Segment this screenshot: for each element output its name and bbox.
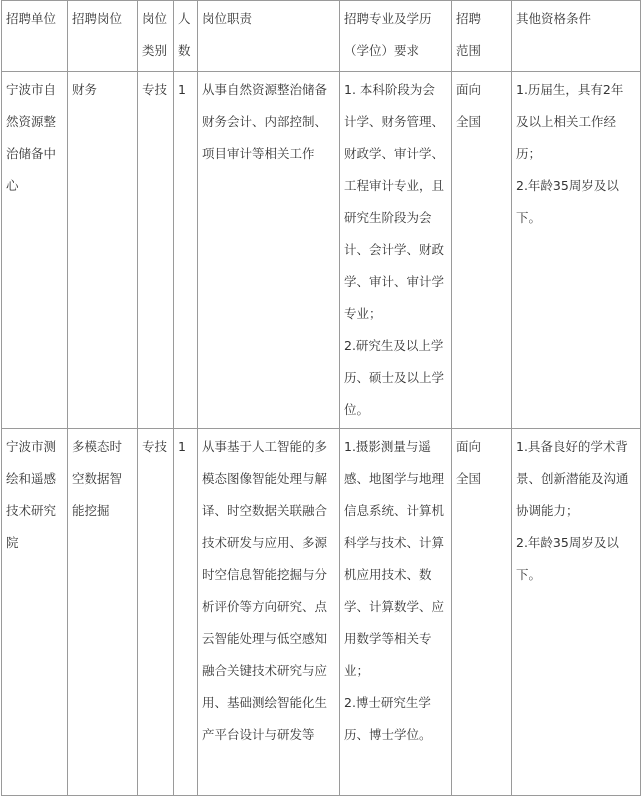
text-line: 全国: [456, 114, 482, 129]
cell-unit: [2, 429, 68, 796]
text-line: 译、时空数据关联融合: [202, 503, 328, 518]
text-line: 多模态时: [72, 439, 123, 454]
cell-duties: [198, 72, 340, 429]
header-other: [512, 1, 641, 72]
text-line: 类别: [142, 43, 168, 58]
table-row: [2, 429, 641, 796]
text-line: 景、创新潜能及沟通: [516, 471, 629, 486]
text-line: 范围: [456, 43, 482, 58]
text-line: 招聘单位: [6, 11, 57, 26]
text-line: 项目审计等相关工作: [202, 146, 315, 161]
text-line: 科学与技术、计算: [344, 535, 445, 550]
text-line: 其他资格条件: [516, 11, 592, 26]
text-line: 空数据智: [72, 471, 123, 486]
text-line: 岗位职责: [202, 11, 253, 26]
recruitment-table: [1, 0, 641, 796]
cell-other: [512, 72, 641, 429]
text-line: 人: [178, 11, 191, 26]
text-line: 位。: [344, 402, 370, 417]
text-line: 信息系统、计算机: [344, 503, 445, 518]
text-line: 及以上相关工作经: [516, 114, 617, 129]
header-category: [138, 1, 174, 72]
text-line: 治储备中: [6, 146, 57, 161]
cell-unit: [2, 72, 68, 429]
text-line: 招聘: [456, 11, 482, 26]
text-line: 业；: [344, 663, 370, 678]
text-line: 专业；: [344, 306, 382, 321]
text-line: 历、博士学位。: [344, 727, 432, 742]
text-line: 机应用技术、数: [344, 567, 432, 582]
text-line: 学、计算数学、应: [344, 599, 445, 614]
text-line: 从事自然资源整治储备: [202, 82, 328, 97]
text-line: 数: [178, 43, 191, 58]
text-line: 2.博士研究生学: [344, 695, 431, 710]
text-line: 绘和遥感: [6, 471, 57, 486]
text-line: 面向: [456, 439, 482, 454]
text-line: 技术研发与应用、多源: [202, 535, 328, 550]
text-line: 1: [178, 439, 186, 454]
cell-scope: [452, 72, 512, 429]
text-line: 历、硕士及以上学: [344, 370, 445, 385]
text-line: 宁波市测: [6, 439, 57, 454]
text-line: 下。: [516, 567, 542, 582]
text-line: 协调能力；: [516, 503, 579, 518]
text-line: 融合关键技术研究与应: [202, 663, 328, 678]
text-line: 1: [178, 82, 186, 97]
text-line: 技术研究: [6, 503, 57, 518]
text-line: 感、地图学与地理: [344, 471, 445, 486]
header-row: [2, 1, 641, 72]
text-line: 全国: [456, 471, 482, 486]
text-line: 2.研究生及以上学: [344, 338, 444, 353]
cell-scope: [452, 429, 512, 796]
text-line: 2.年龄35周岁及以: [516, 178, 619, 193]
cell-category: [138, 72, 174, 429]
text-line: 用数学等相关专: [344, 631, 432, 646]
text-line: 研究生阶段为会: [344, 210, 432, 225]
text-line: 学、审计、审计学: [344, 274, 445, 289]
cell-major: [340, 72, 452, 429]
text-line: 院: [6, 535, 19, 550]
text-line: （学位）要求: [344, 43, 420, 58]
cell-position: [68, 72, 138, 429]
header-major: [340, 1, 452, 72]
text-line: 财务会计、内部控制、: [202, 114, 328, 129]
header-position: [68, 1, 138, 72]
text-line: 1.摄影测量与遥: [344, 439, 431, 454]
cell-count: [174, 72, 198, 429]
text-line: 时空信息智能挖掘与分: [202, 567, 328, 582]
text-line: 模态图像智能处理与解: [202, 471, 328, 486]
cell-count: [174, 429, 198, 796]
cell-duties: [198, 429, 340, 796]
text-line: 招聘专业及学历: [344, 11, 432, 26]
text-line: 产平台设计与研发等: [202, 727, 315, 742]
cell-position: [68, 429, 138, 796]
text-line: 财政学、审计学、: [344, 146, 445, 161]
table-row: [2, 72, 641, 429]
cell-other: [512, 429, 641, 796]
text-line: 从事基于人工智能的多: [202, 439, 328, 454]
header-scope: [452, 1, 512, 72]
text-line: 工程审计专业，且: [344, 178, 445, 193]
text-line: 2.年龄35周岁及以: [516, 535, 619, 550]
header-unit: [2, 1, 68, 72]
text-line: 专技: [142, 439, 168, 454]
cell-category: [138, 429, 174, 796]
text-line: 招聘岗位: [72, 11, 123, 26]
text-line: 用、基础测绘智能化生: [202, 695, 328, 710]
text-line: 专技: [142, 82, 168, 97]
text-line: 面向: [456, 82, 482, 97]
text-line: 心: [6, 178, 19, 193]
text-line: 1. 本科阶段为会: [344, 82, 435, 97]
text-line: 能挖掘: [72, 503, 110, 518]
text-line: 宁波市自: [6, 82, 57, 97]
text-line: 财务: [72, 82, 98, 97]
text-line: 1.历届生，具有2年: [516, 82, 624, 97]
text-line: 计、会计学、财政: [344, 242, 445, 257]
cell-major: [340, 429, 452, 796]
header-duties: [198, 1, 340, 72]
header-count: [174, 1, 198, 72]
text-line: 下。: [516, 210, 542, 225]
text-line: 岗位: [142, 11, 168, 26]
text-line: 然资源整: [6, 114, 57, 129]
text-line: 1.具备良好的学术背: [516, 439, 628, 454]
text-line: 云智能处理与低空感知: [202, 631, 328, 646]
text-line: 历；: [516, 146, 542, 161]
text-line: 析评价等方向研究、点: [202, 599, 328, 614]
text-line: 计学、财务管理、: [344, 114, 445, 129]
